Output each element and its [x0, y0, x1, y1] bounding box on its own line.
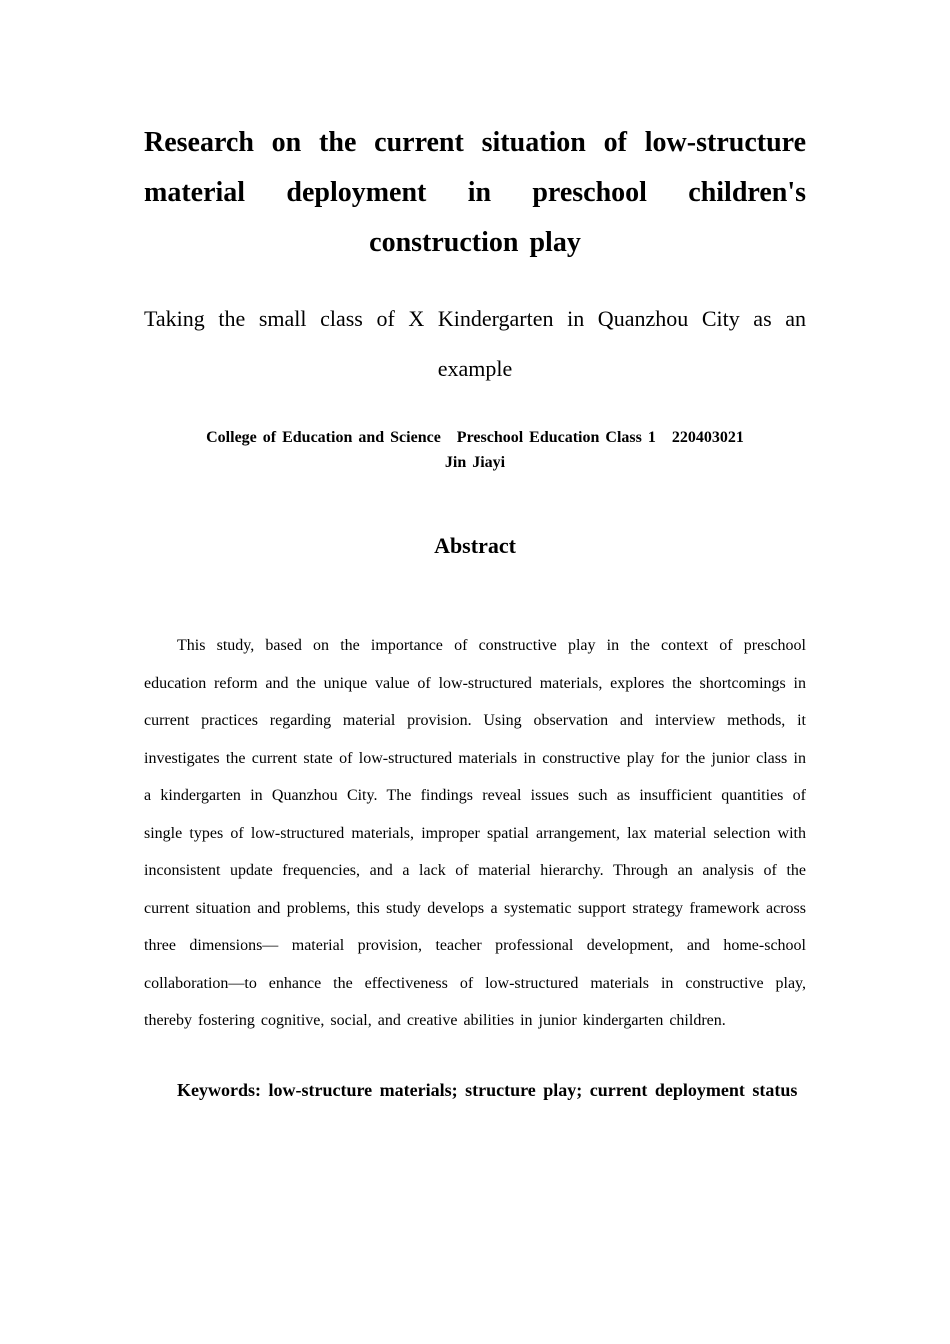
author-class: Preschool Education Class 1 — [456, 429, 656, 446]
author-info — [144, 425, 806, 475]
paper-page — [144, 118, 806, 1109]
keywords-text: low-structure materials; structure play; current deployment status — [268, 1079, 798, 1100]
paper-subtitle: Taking the small class of X Kindergarten in Quanzhou City as an example — [144, 306, 806, 381]
author-college: College of Education and Science — [206, 429, 441, 446]
author-student-id: 220403021 — [671, 429, 744, 446]
author-name: Jin Jiayi — [444, 454, 506, 471]
author-affiliation-line — [144, 425, 806, 450]
paper-title: Research on the current situation of low-structure material deployment in preschool children's construction play — [144, 127, 806, 258]
abstract-body: This study, based on the importance of constructive play in the context of preschool education reform and the unique value of low-structured materials, explores the shortcomings in current practices regarding material provision. Using observation and interview methods, it investigates the current state of low-structured materials in constructive play for the junior class in a kindergarten in Quanzhou City. The findings reveal issues such as insufficient quantities of single types of low-structured materials, improper spatial arrangement, lax material selection with inconsistent update frequencies, and a lack of material hierarchy. Through an analysis of the current situation and problems, this study develops a systematic support strategy framework across three dimensions— material provision, teacher professional development, and home-school collaboration—to enhance the effectiveness of low-structured materials in constructive play, thereby fostering cognitive, social, and creative abilities in junior kindergarten children. — [144, 637, 806, 1029]
abstract-heading: Abstract — [434, 533, 516, 558]
keywords-line — [144, 1071, 806, 1109]
keywords-label: Keywords: — [177, 1079, 261, 1100]
